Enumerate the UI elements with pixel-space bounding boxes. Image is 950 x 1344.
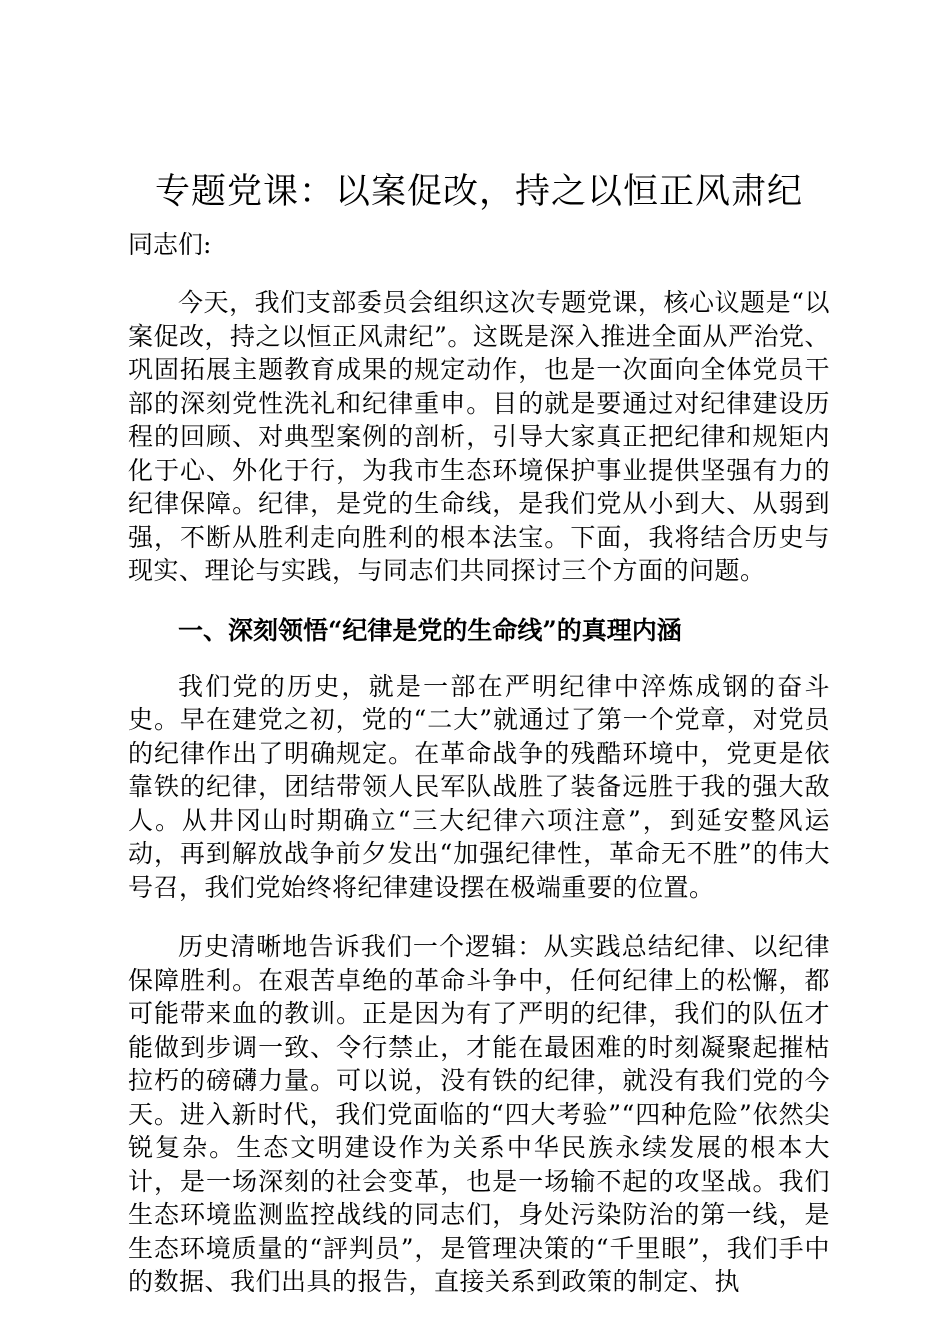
section1-paragraph-1: 我们党的历史，就是一部在严明纪律中淬炼成钢的奋斗史。早在建党之初，党的“二大”就通过了第一个党章，对党员的纪律作出了明确规定。在革命战争的残酷环境中，党更是依靠铁的纪律，团结带领人民军队战胜了装备远胜于我的强大敌人。从井冈山时期确立“三大纪律六项注意”，到延安整风运动，再到解放战争前夕发出“加强纪律性，革命无不胜”的伟大号召，我们党始终将纪律建设摆在极端重要的位置。 [128,671,830,902]
salutation: 同志们: [128,230,212,259]
section-heading-1: 一、深刻领悟“纪律是党的生命线”的真理内涵 [178,615,682,645]
section1-paragraph-2: 历史清晰地告诉我们一个逻辑：从实践总结纪律、以纪律保障胜利。在艰苦卓绝的革命斗争中，任何纪律上的松懈，都可能带来血的教训。正是因为有了严明的纪律，我们的队伍才能做到步调一致、令行禁止，才能在最困难的时刻凝聚起摧枯拉朽的磅礴力量。可以说，没有铁的纪律，就没有我们党的今天。进入新时代，我们党面临的“四大考验”“四种危险”依然尖锐复杂。生态文明建设作为关系中华民族永续发展的根本大计，是一场深刻的社会变革，也是一场输不起的攻坚战。我们生态环境监测监控战线的同志们，身处污染防治的第一线，是生态环境质量的“評判员”，是管理决策的“千里眼”，我们手中的数据、我们出具的报告，直接关系到政策的制定、执 [128,932,830,1296]
document-title: 专题党课：以案促改，持之以恒正风肃纪 [154,172,803,212]
intro-paragraph: 今天，我们支部委员会组织这次专题党课，核心议题是“以案促改，持之以恒正风肃纪”。这既是深入推进全面从严治党、巩固拓展主题教育成果的规定动作，也是一次面向全体党员干部的深刻党性洗礼和纪律重申。目的就是要通过对纪律建设历程的回顾、对典型案例的剖析，引导大家真正把纪律和规矩内化于心、外化于行，为我市生态环境保护事业提供坚强有力的纪律保障。纪律，是党的生命线，是我们党从小到大、从弱到强，不断从胜利走向胜利的根本法宝。下面，我将结合历史与现实、理论与实践，与同志们共同探讨三个方面的问题。 [128,288,830,585]
document-page [128,168,830,1325]
